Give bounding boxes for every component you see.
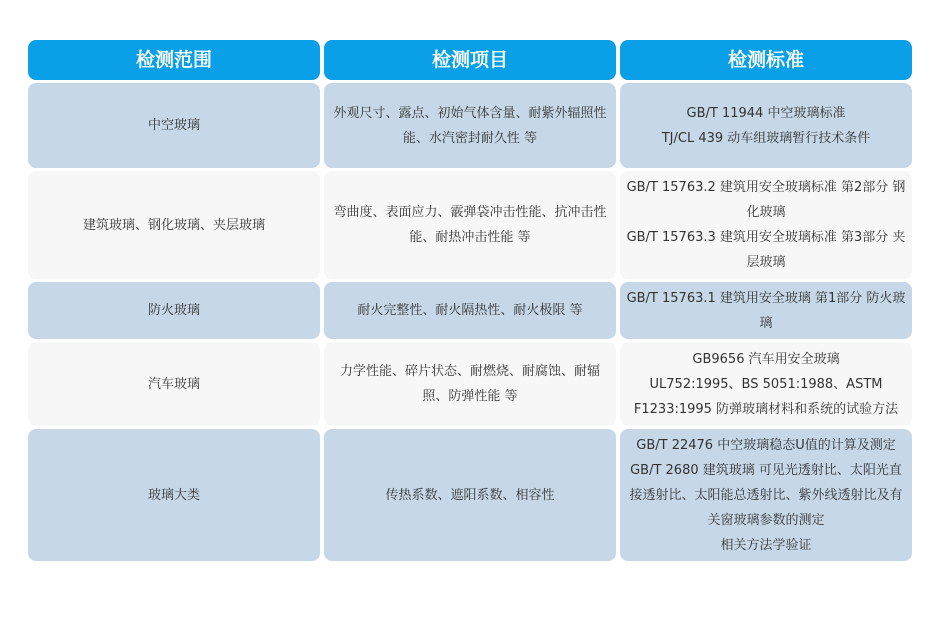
standard-cell (620, 429, 912, 561)
header-items: 检测项目 (324, 40, 616, 80)
standard-line: 相关方法学验证 (720, 537, 812, 553)
standard-line: GB/T 11944 中空玻璃标准 (686, 105, 846, 121)
table-header-row (28, 40, 912, 80)
items-text: 力学性能、碎片状态、耐燃烧、耐腐蚀、耐辐照、防弹性能 等 (339, 364, 600, 404)
items-text: 外观尺寸、露点、初始气体含量、耐紫外辐照性能、水汽密封耐久性 等 (333, 105, 607, 146)
table-row (28, 429, 912, 561)
standard-line: UL752:1995、BS 5051:1988、ASTM F1233:1995 防弹玻璃材料和系统的试验方法 (633, 376, 899, 417)
scope-text: 汽车玻璃 (147, 376, 200, 392)
table-row (28, 171, 912, 279)
standard-cell (620, 282, 912, 339)
standard-cell (620, 171, 912, 279)
table-row (28, 342, 912, 426)
standard-line: GB/T 15763.2 建筑用安全玻璃标准 第2部分 钢化玻璃 (626, 180, 906, 220)
items-cell (324, 429, 616, 561)
testing-table (28, 40, 912, 564)
standard-line: GB/T 15763.3 建筑用安全玻璃标准 第3部分 夹层玻璃 (626, 230, 906, 270)
scope-cell (28, 171, 320, 279)
standard-line: GB/T 15763.1 建筑用安全玻璃 第1部分 防火玻璃 (626, 290, 906, 331)
scope-text: 防火玻璃 (147, 303, 200, 318)
items-cell (324, 282, 616, 339)
table-row (28, 282, 912, 339)
header-scope: 检测范围 (28, 40, 320, 80)
standard-line: GB/T 22476 中空玻璃稳态U值的计算及测定 (636, 437, 896, 453)
scope-text: 玻璃大类 (147, 487, 200, 503)
scope-text: 建筑玻璃、钢化玻璃、夹层玻璃 (82, 217, 265, 233)
items-text: 耐火完整性、耐火隔热性、耐火极限 等 (357, 303, 583, 318)
standard-line: GB9656 汽车用安全玻璃 (692, 351, 840, 367)
standard-line: TJ/CL 439 动车组玻璃暂行技术条件 (661, 130, 871, 146)
scope-text: 中空玻璃 (147, 118, 200, 133)
standard-cell (620, 83, 912, 168)
items-cell (324, 83, 616, 168)
scope-cell (28, 429, 320, 561)
items-cell (324, 342, 616, 426)
scope-cell (28, 282, 320, 339)
items-text: 弯曲度、表面应力、霰弹袋冲击性能、抗冲击性能、耐热冲击性能 等 (333, 205, 607, 245)
standard-line: GB/T 2680 建筑玻璃 可见光透射比、太阳光直接透射比、太阳能总透射比、紫外线透射比及有关窗玻璃参数的测定 (629, 462, 903, 528)
standard-cell (620, 342, 912, 426)
table-row (28, 83, 912, 168)
scope-cell (28, 83, 320, 168)
scope-cell (28, 342, 320, 426)
header-standard: 检测标准 (620, 40, 912, 80)
items-cell (324, 171, 616, 279)
items-text: 传热系数、遮阳系数、相容性 (385, 487, 555, 503)
